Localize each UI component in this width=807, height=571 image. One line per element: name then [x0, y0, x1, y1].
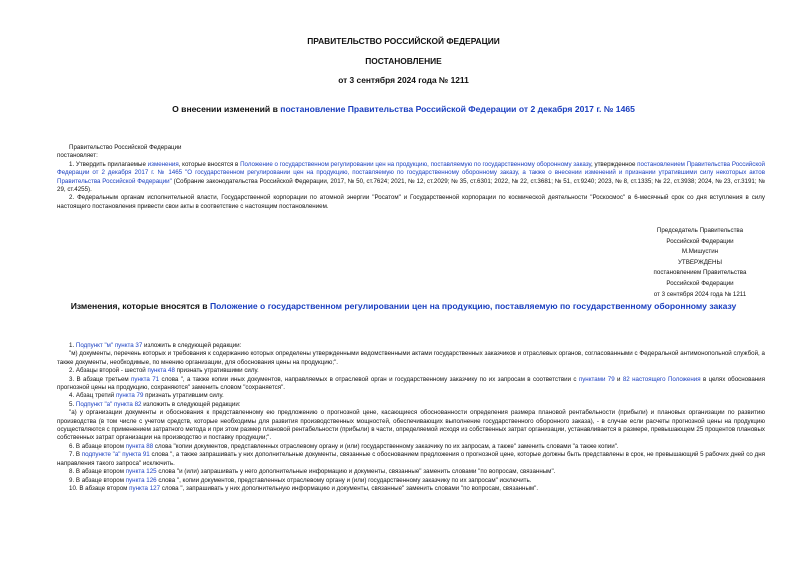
c1-text-c: изложить в следующей редакции: — [142, 342, 242, 349]
title-link[interactable]: постановление Правительства Российской Федерации от 2 декабря 2017 г. № 1465 — [280, 104, 635, 114]
c7-link-subparagraph[interactable]: подпункте "а" — [81, 451, 121, 459]
c5-link-point[interactable]: пункта 82 — [114, 400, 142, 408]
c3-text-b: слова ", а также копии иных документов, направляемых в отраслевой орган и государственному заказчику по их запросам в соответствии с — [159, 375, 579, 383]
changes-title — [0, 301, 807, 311]
c3-text-c: и — [614, 375, 623, 383]
changes-title-link[interactable]: Положение о государственном регулировании цен на продукцию, поставляемую по государственному оборонному заказу — [209, 301, 737, 311]
c4-text-b: признать утратившим силу. — [143, 392, 224, 400]
p1-text-a: 1. Утвердить прилагаемые — [69, 160, 148, 168]
approved-label: УТВЕРЖДЕНЫ — [678, 258, 722, 266]
change-1-quote: "м) документы, перечень которых и требования к содержанию которых определены утвержденными ведомственными актами государственных заказчиков и отраслевых органов, согласованными с Федеральной антимонопольной службой, а также документы, необходимые, по мнению организации, для обоснования цены на продукцию;". — [57, 350, 765, 366]
paragraph-2: 2. Федеральным органам исполнительной власти, Государственной корпорации по атомной энергии "Росатом" и Государственной корпорации по космической деятельности "Роскосмос" в 6-месячный срок со дня вступления в силу настоящего постановления привести свои акты в соответствие с настоящим постановлением. — [57, 194, 765, 210]
c2-link[interactable]: пункта 48 — [147, 367, 175, 375]
c10-text-b: слова ", запрашивать у них дополнительную информацию и документы, связанные" заменить словами "по вопросам, связанным". — [160, 484, 539, 492]
c5-text-a: 5. — [69, 400, 76, 408]
intro-line-2: постановляет: — [57, 152, 98, 160]
signature-block — [630, 226, 770, 300]
changes-title-prefix: Изменения, которые вносятся в — [70, 301, 210, 311]
change-4 — [57, 392, 765, 400]
resolution-link[interactable]: постановлением Правительства Российской Федерации от 2 декабря 2017 г. № 1465 "О государственном регулировании цен на продукцию, поставляемую по государственному оборонному заказу, а также о внесении изменений и признании утратившими силу некоторых актов Правительства Российской Федерации" — [57, 160, 766, 185]
intro-line-1: Правительство Российской Федерации — [69, 144, 182, 151]
c5-text-c: изложить в следующей редакции: — [141, 400, 241, 408]
change-3 — [57, 376, 765, 393]
c8-text-b: слова "и (или) запрашивать у него дополнительные информацию и документы, связанные" заменить словами "по вопросам, связанным". — [156, 468, 556, 476]
change-8 — [57, 468, 765, 476]
c2-text-a: 2. Абзацы второй - шестой — [69, 367, 148, 375]
change-1 — [57, 342, 765, 350]
change-5 — [57, 401, 765, 409]
approved-by-2: Российской Федерации — [666, 279, 734, 287]
c3-text-d: в целях обоснования прогнозной цены на продукцию, сохраняются" заменить словом "сохраняется". — [57, 375, 765, 392]
document-date-number: от 3 сентября 2024 года № 1211 — [338, 75, 469, 85]
change-10 — [57, 485, 765, 493]
p1-text-d: (Собрание законодательства Российской Федерации, 2017, № 50, ст.7624; 2021, № 12, ст.2029; № 35, ст.6301; 2022, № 22, ст.3681; № 51, ст.9240; 2023, № 8, ст.1335; № 22, ст.3938; 2024, № 23, ст.3191; № 29, ст.4255). — [57, 177, 765, 194]
c7-text-a: 7. В — [69, 451, 82, 459]
paragraph-1 — [57, 161, 765, 195]
c3-link-1[interactable]: пункта 71 — [131, 375, 160, 383]
change-9 — [57, 477, 765, 485]
document-title — [0, 104, 807, 114]
c9-text-a: 9. В абзаце втором — [69, 476, 126, 484]
change-2 — [57, 367, 765, 375]
c3-link-3[interactable]: 82 настоящего Положения — [622, 375, 701, 383]
c6-link[interactable]: пункта 88 — [125, 442, 154, 450]
c4-link[interactable]: пункта 79 — [115, 392, 144, 400]
decree-body — [57, 144, 765, 211]
change-6 — [57, 443, 765, 451]
c8-text-a: 8. В абзаце втором — [69, 468, 126, 476]
approved-by: постановлением Правительства — [653, 269, 747, 277]
c1-link-subparagraph[interactable]: Подпункт "м" — [75, 342, 114, 349]
signer-role-2: Российской Федерации — [666, 237, 734, 245]
c9-text-b: слова ", копии документов, представленных отраслевому органу и (или) государственному заказчику по их запросам" исключить. — [156, 476, 532, 484]
c6-text-b: слова "копии документов, представленных отраслевому органу и (или) государственному заказчику по их запросам, а также" заменить словами "а также копии". — [153, 442, 619, 450]
c2-text-b: признать утратившими силу. — [174, 367, 259, 375]
c5-link-subparagraph[interactable]: Подпункт "а" — [75, 400, 113, 408]
regulation-link[interactable]: Положение о государственном регулировании цен на продукцию, поставляемую по государственному оборонному заказу — [240, 160, 592, 168]
approved-date: от 3 сентября 2024 года № 1211 — [653, 290, 747, 298]
c1-text-a: 1. — [69, 342, 76, 349]
p1-text-c: , утвержденное — [591, 160, 638, 168]
c8-link[interactable]: пункта 125 — [125, 468, 157, 476]
c10-text-a: 10. В абзаце втором — [69, 484, 130, 492]
title-prefix: О внесении изменений в — [172, 104, 281, 114]
document-type: ПОСТАНОВЛЕНИЕ — [365, 56, 442, 66]
government-heading: ПРАВИТЕЛЬСТВО РОССИЙСКОЙ ФЕДЕРАЦИИ — [307, 36, 500, 46]
signer-role-1: Председатель Правительства — [656, 227, 744, 234]
c4-text-a: 4. Абзац третий — [69, 392, 116, 400]
change-5-quote: "а) у организации документы и обоснования к представленному ею предложению о прогнозной цене, касающиеся обоснованности определения размера плановой рентабельности (прибыли) и плановых организации по развитию производства (в том числе с учетом средств, которые необходимы для развития производственных мощностей, обеспечивающих выполнение государственного оборонного заказа), - в случае если расчеты прогнозной цены на продукцию осуществляются с применением затратного метода и при этом размер плановой рентабельности (прибыли) в части, определяемой исходя из собственных затрат организации, устанавливается в размере, превышающем 25 процентов плановых собственных затрат организации на производство и поставку продукции;". — [57, 409, 765, 442]
c1-link-point[interactable]: пункта 37 — [114, 342, 143, 349]
c3-text-a: 3. В абзаце третьем — [69, 375, 132, 383]
changes-body — [57, 342, 765, 493]
change-7 — [57, 451, 765, 468]
signer-name: М.Мишустин — [681, 248, 719, 256]
c7-link-point[interactable]: пункта 91 — [122, 451, 150, 459]
changes-link[interactable]: изменения — [147, 160, 179, 168]
c3-link-2[interactable]: пунктами 79 — [578, 375, 615, 383]
p1-text-b: , которые вносятся в — [178, 160, 241, 168]
c6-text-a: 6. В абзаце втором — [69, 442, 126, 450]
c9-link[interactable]: пункта 126 — [125, 476, 157, 484]
c7-text-c: слова ", а также запрашивать у них дополнительные документы, связанные с обоснованием предложения о прогнозной цене, которые должны быть представлены в срок, не превышающий 5 рабочих дней со дня направления такого запроса" исключить. — [57, 451, 765, 467]
c10-link[interactable]: пункта 127 — [129, 484, 161, 492]
